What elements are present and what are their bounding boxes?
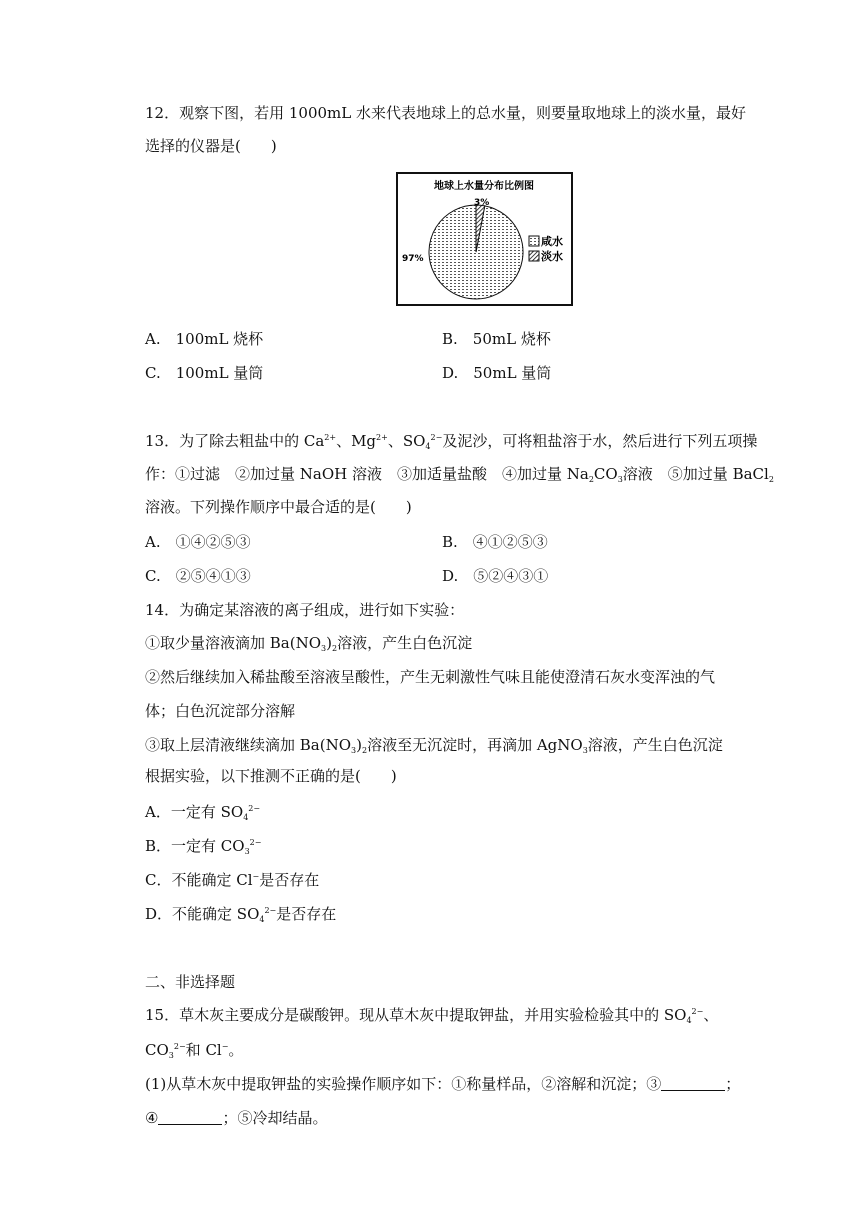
q14-step-1: ①取少量溶液滴加 $Ba(NO_3)_2$溶液，产生白色沉淀 — [145, 634, 473, 653]
q12-option-c: C. 100mL 量筒 — [145, 364, 264, 382]
q12-option-row-2 — [145, 363, 552, 383]
q14-question: 根据实验，以下推测不正确的是( ) — [145, 767, 397, 785]
q12-option-row-1 — [145, 329, 551, 349]
q15-line-2: $CO_3^{2-}$和 Cl−。 — [145, 1041, 244, 1060]
q14-option-c: C．不能确定 Cl−是否存在 — [145, 871, 320, 889]
water-distribution-figure — [396, 172, 573, 306]
q12-line-1: 12．观察下图，若用 1000mL 水来代表地球上的总水量，则要量取地球上的淡水量，最好 — [145, 104, 746, 122]
chart-title: 地球上水量分布比例图 — [434, 181, 534, 192]
q13-option-row-1 — [145, 532, 548, 552]
q14-option-a: A．一定有 $SO_4^{2-}$ — [145, 803, 261, 822]
section-title: 二、非选择题 — [145, 973, 236, 991]
q13-option-a: A. ①④②⑤③ — [145, 533, 251, 551]
q14-step-2-line-1: ②然后继续加入稀盐酸至溶液呈酸性，产生无刺激性气味且能使澄清石灰水变浑浊的气 — [145, 668, 716, 686]
q12-line-2: 选择的仪器是( ) — [145, 137, 277, 155]
q12-option-d: D. 50mL 量筒 — [442, 364, 552, 382]
answer-blank-3[interactable] — [661, 1076, 725, 1091]
legend-swatch-fresh — [529, 251, 539, 261]
q13-line-3: 溶液。下列操作顺序中最合适的是( ) — [145, 498, 412, 516]
legend-label-salt: 咸水 — [541, 235, 563, 248]
q13-option-b: B. ④①②⑤③ — [442, 533, 548, 551]
q13-option-c: C. ②⑤④①③ — [145, 567, 251, 585]
answer-blank-4[interactable] — [158, 1110, 222, 1125]
pie-chart — [398, 174, 571, 304]
q13-line-2: 作：①过滤 ②加过量 NaOH 溶液 ③加适量盐酸 ④加过量 $Na_2CO_3$溶液 ⑤加过量 BaCl$_2$ — [145, 465, 774, 484]
q14-option-d: D．不能确定 $SO_4^{2-}$是否存在 — [145, 905, 337, 924]
legend-label-fresh: 淡水 — [541, 250, 563, 263]
q13-option-d: D. ⑤②④③① — [442, 567, 549, 585]
legend-swatch-salt — [529, 236, 539, 246]
slice-label-salt: 97% — [402, 254, 424, 264]
q12-option-a: A. 100mL 烧杯 — [145, 330, 264, 348]
q14-step-3: ③取上层清液继续滴加 $Ba(NO_3)_2$溶液至无沉淀时，再滴加 AgNO$_3$溶液，产生白色沉淀 — [145, 736, 723, 755]
q15-line-4: ④ ；⑤冷却结晶。 — [145, 1109, 328, 1127]
q14-option-b: B．一定有 $CO_3^{2-}$ — [145, 837, 262, 856]
slice-label-fresh: 3% — [474, 198, 490, 208]
q14-line-1: 14．为确定某溶液的离子组成，进行如下实验： — [145, 601, 465, 619]
q15-line-1: 15．草木灰主要成分是碳酸钾。现从草木灰中提取钾盐，并用实验检验其中的 $SO_4^{2-}$、 — [145, 1006, 719, 1025]
q14-step-2-line-2: 体；白色沉淀部分溶解 — [145, 702, 296, 720]
q15-line-3: (1)从草木灰中提取钾盐的实验操作顺序如下：①称量样品，②溶解和沉淀；③ ； — [145, 1075, 741, 1093]
q13-line-1: 13．为了除去粗盐中的 $Ca^{2+}$、$Mg^{2+}$、$SO_4^{2-}$及泥沙，可将粗盐溶于水，然后进行下列五项操 — [145, 432, 758, 451]
q12-option-b: B. 50mL 烧杯 — [442, 330, 551, 348]
q13-option-row-2 — [145, 566, 549, 586]
